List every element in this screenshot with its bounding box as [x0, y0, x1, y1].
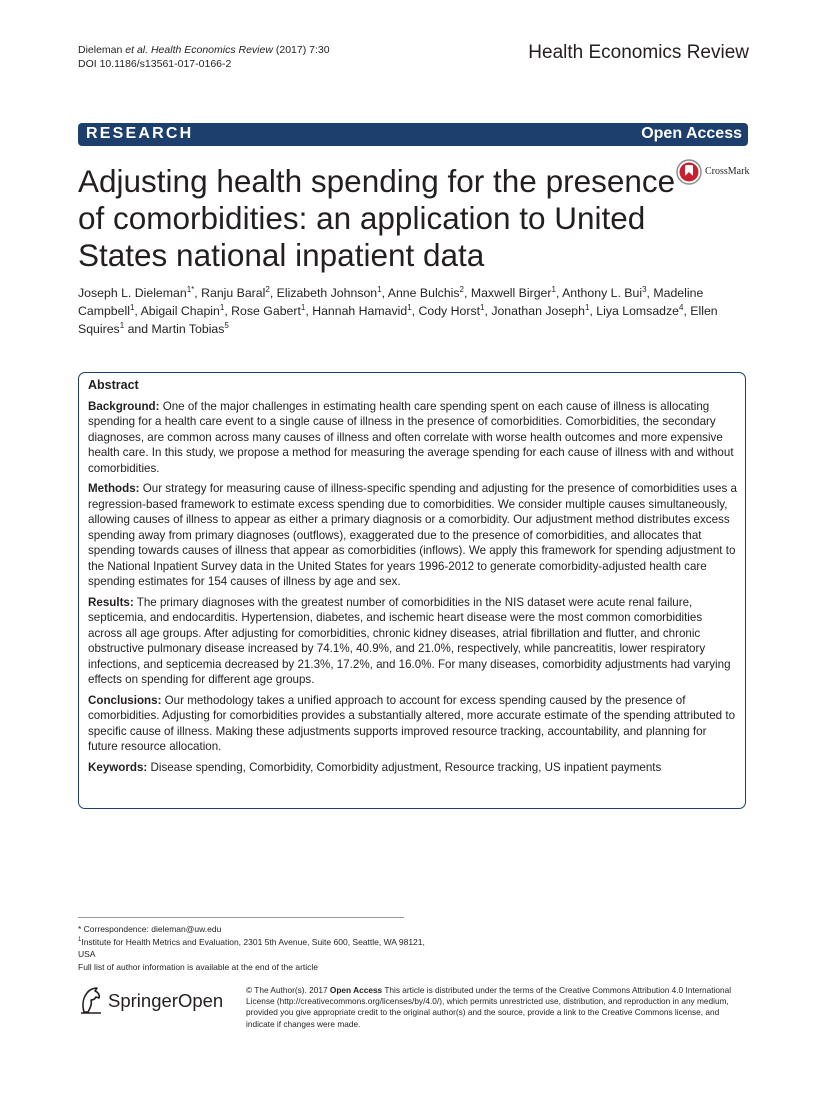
abstract-content — [88, 378, 738, 780]
abstract-methods-label: Methods: — [88, 482, 140, 495]
abstract-background-label: Background: — [88, 399, 160, 413]
springer-open-logo — [78, 985, 238, 1017]
author-name: Anne Bulchis — [387, 286, 460, 300]
author-name: Abigail Chapin — [140, 304, 220, 318]
abstract-results-label: Results: — [88, 595, 134, 609]
author-affiliation-marker: 3 — [642, 284, 647, 294]
abstract-results-text: The primary diagnoses with the greatest number of comorbidities in the NIS dataset were acute renal failure, septicemia, and endocarditis. Hypertension, diabetes, and ischemic heart disease were the most common comorbidities across all age groups. After adjusting for comorbidities, chronic kidney diseases, atrial fibrillation and flutter, and chronic obstructive pulmonary disease increased by 74.1%, 40.9%, and 21.0%, respectively, while pancreatitis, lower respiratory infections, and septicemia decreased by 21.3%, 17.2%, and 16.0%. For many diseases, comorbidity adjustments had varying effects on spending for different age groups. — [88, 595, 731, 686]
author-name: Ranju Baral — [201, 286, 266, 300]
author-name: Liya Lomsadze — [596, 304, 679, 318]
author-affiliation-marker: 5 — [224, 320, 229, 330]
affiliation — [78, 936, 438, 961]
abstract-conclusions — [88, 693, 738, 755]
author-affiliation-marker: 1 — [551, 284, 556, 294]
author-name: Martin Tobias — [151, 322, 225, 336]
author-affiliation-marker: 1* — [186, 284, 195, 294]
abstract-heading: Abstract — [88, 378, 139, 392]
crossmark-icon — [676, 159, 702, 185]
crossmark-label: CrossMark — [705, 166, 750, 177]
author-affiliation-marker: 2 — [459, 284, 464, 294]
author-name: Cody Horst — [418, 304, 481, 318]
citation-journal: Health Economics Review — [150, 44, 273, 56]
correspondence[interactable]: * Correspondence: dieleman@uw.edu — [78, 924, 222, 934]
journal-name: Health Economics Review — [528, 42, 749, 63]
citation-header — [78, 43, 330, 71]
author-affiliation-marker: 2 — [265, 284, 270, 294]
section-label: RESEARCH — [86, 125, 194, 142]
springer-name: Springer — [108, 990, 178, 1011]
abstract-background-text: One of the major challenges in estimating health care spending spent on each cause of illness is allocating spending for a health care event to a single cause of illness in the presence of comorbidities. Comorbidities, the secondary diagnoses, are common across many causes of illness and often correlate with worse health outcomes and more expensive health care. In this study, we propose a method for measuring the average spending for each cause of illness with and without comorbidities. — [88, 399, 734, 475]
affiliation-text: Institute for Health Metrics and Evaluation, 2301 5th Avenue, Suite 600, Seattle, WA 98121, USA — [78, 936, 425, 959]
author-affiliation-marker: 1 — [377, 284, 382, 294]
footnote-divider — [78, 917, 404, 918]
springer-open: Open — [177, 990, 224, 1011]
author-name: Maxwell Birger — [470, 286, 552, 300]
author-list: Joseph L. Dieleman$^{1*}$, Ranju Baral$^2$, Elizabeth Johnson$^1$, Anne Bulchis$^2$, Maxwell Birger$^1$, Anthony L. Bui$^3$, Madeline Campbell$^1$, Abigail Chapin$^1$, Rose Gabert$^1$, Hannah Hamavid$^1$, Cody Horst$^1$, Jonathan Joseph$^1$, Liya Lomsadze$^4$, Ellen Squires$^1$ and Martin Tobias$^5$ — [78, 284, 718, 336]
springer-horse-icon — [78, 985, 104, 1015]
article-title: Adjusting health spending for the presence of comorbidities: an application to United States national inpatient data — [78, 163, 676, 273]
abstract-box — [78, 372, 746, 809]
abstract-keywords — [88, 760, 738, 776]
author-affiliation-marker: 1 — [219, 302, 225, 312]
doi: DOI 10.1186/s13561-017-0166-2 — [78, 58, 232, 70]
license-copyright: © The Author(s). 2017 — [246, 985, 330, 995]
author-name: Rose Gabert — [231, 304, 301, 318]
author-affiliation-marker: 1 — [119, 320, 125, 330]
abstract-keywords-label: Keywords: — [88, 760, 148, 774]
author-affiliation-marker: 1 — [300, 302, 306, 312]
abstract-methods-text: Our strategy for measuring cause of illness-specific spending and adjusting for the presence of comorbidities uses a regression-based framework to estimate excess spending due to comorbidities. We consider multiple causes simultaneously, allowing causes of illness to appear as either a primary diagnosis or a comorbidity. Our adjustment method distributes excess spending away from primary diagnoses (outflows), exaggerated due to the presence of comorbidities, and allocates that spending towards causes of illness that appear as comorbidities (inflows). We apply this framework for spending adjustment to the National Inpatient Survey data in the United States for years 1996-2012 to generate comorbidity-adjusted health care spending estimates for 154 causes of illness by age and sex. — [88, 482, 737, 588]
abstract-background — [88, 399, 738, 477]
citation-volume: (2017) 7:30 — [272, 44, 330, 56]
citation-authors: Dieleman — [78, 44, 123, 56]
author-name: Anthony L. Bui — [562, 286, 643, 300]
footnote — [78, 923, 438, 973]
abstract-conclusions-text: Our methodology takes a unified approach to account for excess spending caused by the presence of comorbidities. Adjusting for comorbidities provides a substantially altered, more accurate estimate of the spending attributed to specific cause of illness. Making these adjustments supports improved resource tracking, accountability, and planning for future resource allocation. — [88, 693, 736, 753]
section-banner — [78, 123, 748, 146]
crossmark-badge[interactable] — [676, 159, 756, 187]
author-name: Jonathan Joseph — [491, 304, 585, 318]
author-name: Hannah Hamavid — [312, 304, 408, 318]
citation-etal: et al. — [125, 44, 149, 56]
author-name: Madeline Campbell — [78, 286, 704, 318]
author-affiliation-marker: 1 — [129, 302, 135, 312]
author-name: Joseph L. Dieleman — [78, 286, 187, 300]
springer-wordmark — [108, 990, 223, 1012]
abstract-conclusions-label: Conclusions: — [88, 693, 162, 707]
license-open-access: Open Access — [329, 985, 383, 995]
abstract-results — [88, 595, 738, 688]
open-access-label: Open Access — [641, 125, 742, 142]
author-name: Elizabeth Johnson — [276, 286, 378, 300]
author-affiliation-marker: 4 — [679, 302, 684, 312]
author-affiliation-marker: 1 — [584, 302, 590, 312]
abstract-methods — [88, 481, 738, 590]
affiliation-number: 1 — [78, 936, 82, 943]
author-info-note: Full list of author information is available at the end of the article — [78, 961, 319, 972]
author-affiliation-marker: 1 — [480, 302, 485, 312]
abstract-keywords-text: Disease spending, Comorbidity, Comorbidity adjustment, Resource tracking, US inpatient payments — [147, 760, 662, 774]
author-affiliation-marker: 1 — [407, 302, 412, 312]
author-name: Ellen Squires — [78, 304, 718, 336]
license-text — [246, 985, 746, 1030]
license-body: This article is distributed under the terms of the Creative Commons Attribution 4.0 International License (http://creativecommons.org/licenses/by/4.0/), which permits unrestricted use, distribution, and reproduction in any medium, provided you give appropriate credit to the original author(s) and the source, provide a link to the Creative Commons license, and indicate if changes were made. — [246, 985, 732, 1029]
